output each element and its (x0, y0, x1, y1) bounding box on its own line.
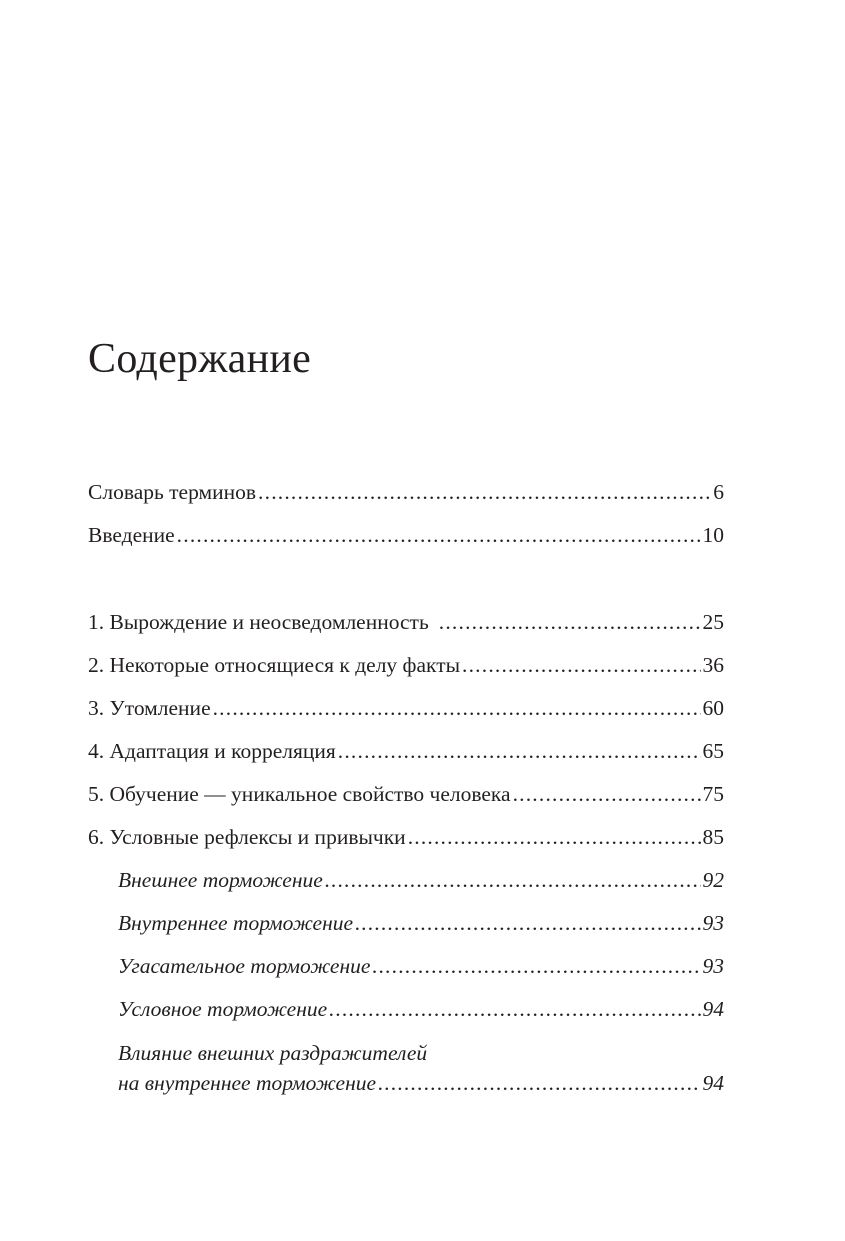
toc-entry-label: 1. Вырождение и неосведомленность (88, 610, 429, 634)
page-title: Содержание (88, 336, 312, 382)
toc-subentry-conditioned-inhibition (118, 994, 724, 1024)
toc-subentry-external-stimuli (118, 1068, 724, 1098)
toc-dot-leader (408, 822, 701, 852)
toc-dot-leader (439, 607, 701, 637)
toc-dot-leader (378, 1068, 700, 1098)
toc-page-number: 65 (702, 739, 724, 763)
toc-entry-label: 2. Некоторые относящиеся к делу факты (88, 653, 461, 677)
toc-page-number: 85 (702, 825, 724, 849)
toc-entry-chapter-1 (88, 607, 724, 637)
toc-dot-leader (338, 736, 701, 766)
toc-dot-leader (355, 908, 700, 938)
toc-page-number: 92 (702, 868, 724, 892)
toc-subentry-extinctive-inhibition (118, 951, 724, 981)
toc-entry-chapter-6 (88, 822, 724, 852)
toc-dot-leader (213, 693, 701, 723)
toc-entry-label: на внутреннее торможение (118, 1071, 377, 1095)
toc-dot-leader (513, 779, 701, 809)
toc-dot-leader (462, 650, 700, 680)
toc-page-number: 94 (702, 997, 724, 1021)
toc-page-number: 6 (713, 480, 724, 504)
toc-entry-chapter-2 (88, 650, 724, 680)
toc-entry-label: 3. Утомление (88, 696, 211, 720)
toc-entry-label: Условное торможение (118, 997, 328, 1021)
toc-entry-label: Словарь терминов (88, 480, 257, 504)
toc-entry-label: Внутреннее торможение (118, 911, 354, 935)
toc-entry-introduction (88, 520, 724, 550)
toc-dot-leader (325, 865, 701, 895)
toc-entry-glossary (88, 477, 724, 507)
toc-dot-leader (372, 951, 700, 981)
toc-entry-chapter-3 (88, 693, 724, 723)
toc-entry-chapter-4 (88, 736, 724, 766)
toc-subentry-label-line1: Влияние внешних раздражителей (118, 1041, 428, 1065)
toc-dot-leader (258, 477, 711, 507)
toc-page-number: 93 (702, 954, 724, 978)
toc-dot-leader (329, 994, 700, 1024)
toc-page-number: 94 (702, 1071, 724, 1095)
toc-page-number: 36 (702, 653, 724, 677)
toc-page-number: 25 (702, 610, 724, 634)
toc-subentry-internal-inhibition (118, 908, 724, 938)
toc-entry-label: 5. Обучение — уникальное свойство человека (88, 782, 511, 806)
toc-entry-label: Угасательное торможение (118, 954, 371, 978)
toc-subentry-external-inhibition (118, 865, 724, 895)
toc-entry-chapter-5 (88, 779, 724, 809)
toc-page-number: 60 (702, 696, 724, 720)
toc-page-number: 10 (702, 523, 724, 547)
toc-page-number: 93 (702, 911, 724, 935)
toc-dot-leader (177, 520, 701, 550)
toc-entry-label: Введение (88, 523, 175, 547)
toc-entry-label: 6. Условные рефлексы и привычки (88, 825, 406, 849)
toc-entry-label: 4. Адаптация и корреляция (88, 739, 336, 763)
toc-page-number: 75 (702, 782, 724, 806)
toc-entry-label: Внешнее торможение (118, 868, 323, 892)
